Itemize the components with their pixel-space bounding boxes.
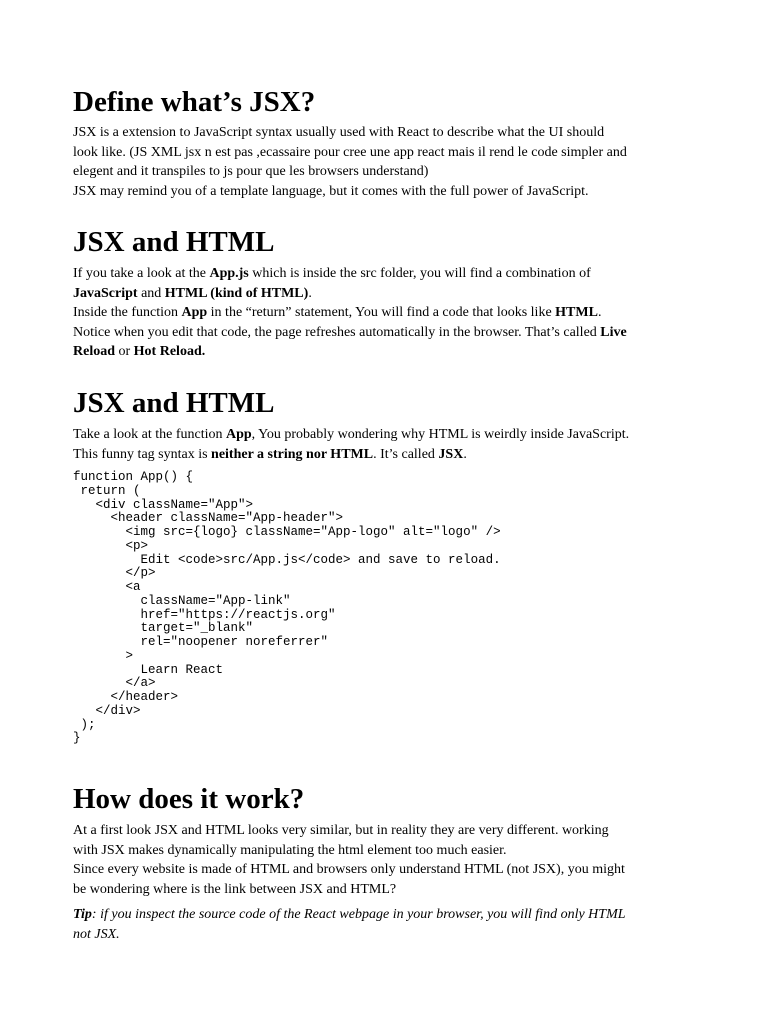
- text: If you take a look at the: [73, 266, 210, 281]
- text: which is inside the src folder, you will find a combination of: [248, 266, 591, 281]
- bold-text: Hot Reload.: [133, 344, 206, 359]
- bold-text: App.js: [209, 266, 249, 281]
- text: , You probably wondering why HTML is weirdly inside JavaScript.: [251, 427, 630, 442]
- text-line: JSX may remind you of a template language, but it comes with the full power of JavaScript.: [73, 183, 589, 199]
- paragraph-jsx-definition: [73, 123, 698, 201]
- paragraph-jsx-html-intro: [73, 264, 698, 362]
- text-line: [73, 445, 698, 465]
- tip-paragraph: [73, 905, 698, 944]
- bold-text: HTML: [555, 305, 598, 320]
- text-line: Since every website is made of HTML and browsers only understand HTML (not JSX), you might: [73, 862, 625, 877]
- text: or: [115, 344, 134, 359]
- text-line: with JSX makes dynamically manipulating the html element too much easier.: [73, 842, 507, 858]
- text: .: [308, 285, 312, 301]
- heading-define-jsx: Define what’s JSX?: [73, 86, 316, 118]
- text: : if you inspect the source code of the React webpage in your browser, you will find only HTML: [91, 907, 626, 922]
- heading-how-does-it-work: How does it work?: [73, 783, 305, 815]
- bold-text: Live: [600, 324, 627, 340]
- text: . It’s called: [373, 446, 439, 462]
- heading-jsx-and-html: JSX and HTML: [73, 226, 275, 258]
- text-line: [73, 264, 698, 284]
- text-line: [73, 342, 698, 362]
- text-line: JSX is a extension to JavaScript syntax usually used with React to describe what the UI should: [73, 125, 605, 140]
- code-block: function App() { return ( <div className="App"> <header className="App-header"> <img src={logo} className="App-logo" alt="logo" /> <p> Edit <code>src/App.js</code> and save to reload. </p> <a className="App-link" href="https://reactjs.org" target="_blank" rel="noopener noreferrer" > Learn React </a> </header> </div> ); }: [73, 470, 501, 746]
- text: .: [463, 446, 467, 462]
- text: in the “return” statement, You will find a code that looks like: [207, 305, 556, 320]
- text-line: [73, 323, 698, 343]
- text-line: [73, 905, 698, 925]
- text-line: not JSX.: [73, 926, 120, 942]
- text-line: [73, 425, 698, 445]
- bold-text: JavaScript: [73, 285, 138, 301]
- text-line: be wondering where is the link between JSX and HTML?: [73, 881, 397, 897]
- text: and: [137, 285, 165, 301]
- text: Take a look at the function: [73, 427, 226, 442]
- bold-text: App: [225, 427, 252, 442]
- tip-label: Tip: [73, 907, 92, 922]
- bold-text: App: [181, 305, 208, 320]
- paragraph-how-it-works: [73, 821, 698, 899]
- text-line: [73, 284, 698, 304]
- bold-text: neither a string nor HTML: [211, 446, 374, 462]
- text: Inside the function: [73, 305, 182, 320]
- text-line: [73, 303, 698, 323]
- text: Notice when you edit that code, the page refreshes automatically in the browser. That’s called: [73, 324, 601, 340]
- text-line: elegent and it transpiles to js pour que les browsers understand): [73, 164, 429, 179]
- text: .: [597, 305, 602, 320]
- bold-text: Reload: [73, 344, 115, 359]
- paragraph-app-function: [73, 425, 698, 464]
- heading-jsx-and-html-2: JSX and HTML: [73, 387, 275, 419]
- bold-text: HTML (kind of HTML): [164, 285, 309, 301]
- bold-text: JSX: [438, 446, 464, 462]
- text-line: look like. (JS XML jsx n est pas ,ecassaire pour cree une app react mais il rend le code simpler and: [73, 144, 627, 160]
- text: This funny tag syntax is: [73, 446, 212, 462]
- text-line: At a first look JSX and HTML looks very similar, but in reality they are very different. working: [73, 823, 609, 838]
